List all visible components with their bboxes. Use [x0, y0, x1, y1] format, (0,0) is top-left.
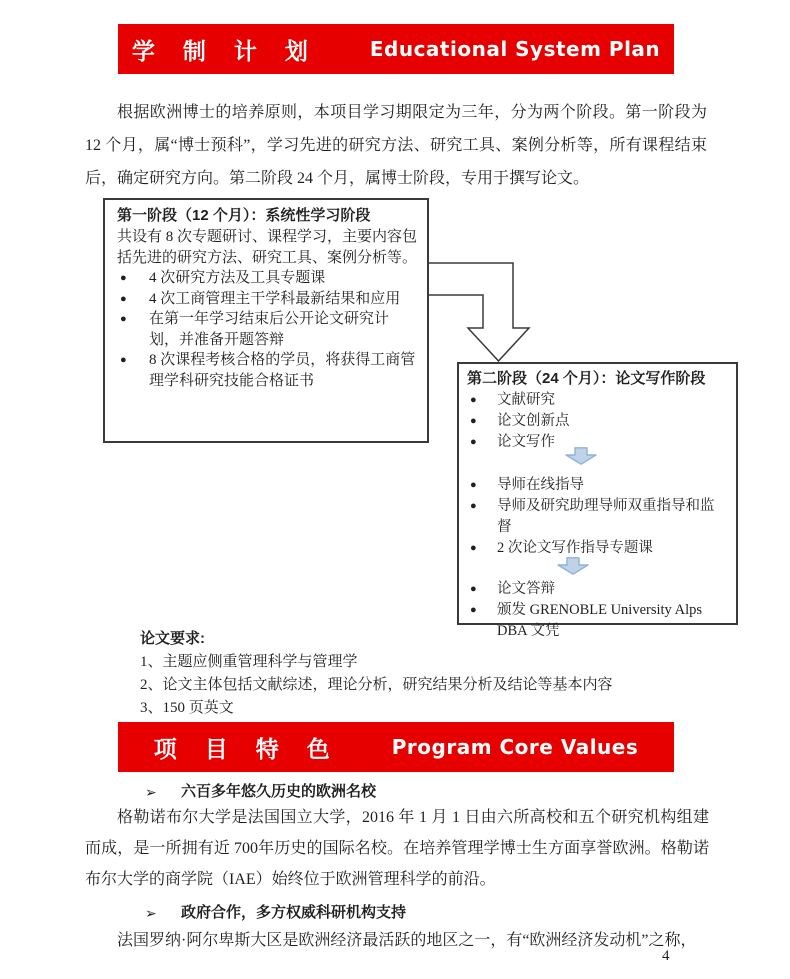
- feature-heading-text: 政府合作，多方权威科研机构支持: [181, 904, 407, 921]
- bullet-icon: ●: [470, 583, 477, 595]
- stage1-box: [103, 198, 429, 443]
- stage2-bullet-text: 论文写作: [497, 434, 555, 450]
- stage2-title: 第二阶段（24 个月）：论文写作阶段: [467, 370, 706, 387]
- stage1-bullet-text: 在第一年学习结束后公开论文研究计划，并准备开题答辩: [149, 311, 390, 348]
- bullet-icon: ●: [470, 479, 477, 491]
- banner1-title-cn: 学 制 计 划: [131, 38, 318, 65]
- stage2-bullet-text: 颁发 GRENOBLE University Alps DBA 文凭: [497, 602, 703, 639]
- banner2-title-en: Program Core Values: [391, 735, 639, 759]
- section-banner-program-core-values: [118, 722, 674, 772]
- stage2-bullet-text: 导师及研究助理导师双重指导和监督: [497, 498, 715, 535]
- feature-heading-text: 六百多年悠久历史的欧洲名校: [181, 783, 377, 800]
- bullet-icon: ●: [470, 542, 477, 554]
- stage1-bullet-row: [117, 309, 417, 350]
- stage1-intro: 共设有 8 次专题研讨、课程学习，主要内容包括先进的研究方法、研究工具、案例分析等。: [117, 229, 418, 266]
- stage1-bullet-row: [117, 350, 417, 391]
- thesis-requirements-section: [140, 627, 700, 720]
- feature-paragraph: 格勒诺布尔大学是法国国立大学，2016 年 1 月 1 日由六所高校和五个研究机构组建而成，是一所拥有近 700年历史的国际名校。在培养管理学博士生方面享誉欧洲。格勒诺布尔大学的商学院（IAE）始终位于欧洲管理科学的前沿。: [85, 809, 709, 888]
- bullet-icon: ●: [120, 272, 127, 284]
- stage2-bullet-row: [467, 538, 728, 559]
- stage2-box: [457, 362, 738, 639]
- stage1-bullet-row: [117, 268, 417, 289]
- feature-paragraph: 法国罗纳·阿尔卑斯大区是欧洲经济最活跃的地区之一，有“欧洲经济发动机”之称，: [117, 932, 697, 949]
- thesis-requirement-item: 3、150 页英文: [140, 700, 234, 716]
- stage1-bullet-text: 4 次研究方法及工具专题课: [149, 270, 326, 286]
- bullet-icon: ●: [120, 354, 127, 366]
- stage2-bullet-row: [467, 496, 728, 538]
- bullet-icon: ●: [120, 313, 127, 325]
- bullet-icon: ●: [470, 394, 477, 406]
- bullet-icon: ●: [120, 292, 127, 305]
- bullet-icon: ●: [470, 415, 477, 427]
- flow-connector-down-arrow-icon: [421, 260, 536, 365]
- arrow-bullet-icon: ➢: [145, 784, 157, 800]
- stage2-bullet-text: 文献研究: [497, 392, 555, 408]
- stage2-bullet-text: 论文答辩: [497, 581, 555, 597]
- thesis-requirement-item: 1、主题应侧重管理科学与管理学: [140, 654, 358, 670]
- stage2-bullet-row: [467, 579, 728, 600]
- page-number: 4: [662, 948, 670, 964]
- stage2-bullet-text: 2 次论文写作指导专题课: [497, 540, 653, 556]
- stage1-title: 第一阶段（12 个月）：系统性学习阶段: [117, 207, 371, 224]
- section-banner-educational-system-plan: [118, 24, 674, 74]
- stage2-bullet-row: [467, 411, 728, 432]
- stage2-bullet-row: [467, 475, 728, 496]
- banner1-title-en: Educational System Plan: [369, 37, 661, 61]
- banner2-title-cn: 项 目 特 色: [153, 736, 340, 763]
- bullet-icon: ●: [470, 500, 477, 512]
- feature-heading: [145, 783, 685, 801]
- stage2-bullet-text: 导师在线指导: [497, 477, 584, 493]
- arrow-bullet-icon: ➢: [145, 905, 157, 921]
- stage2-bullet-row: [467, 432, 728, 453]
- thesis-requirements-heading: 论文要求:: [140, 630, 205, 647]
- stage1-bullet-text: 8 次课程考核合格的学员，将获得工商管理学科研究技能合格证书: [149, 352, 416, 389]
- stage2-bullet-text: 论文创新点: [497, 413, 570, 429]
- bullet-icon: ●: [470, 604, 477, 616]
- blue-down-arrow-icon: [557, 557, 589, 575]
- stage2-bullet-row: [467, 390, 728, 411]
- bullet-icon: ●: [470, 436, 477, 448]
- intro-paragraph: 根据欧洲博士的培养原则，本项目学习期限定为三年，分为两个阶段。第一阶段为 12 个月，属“博士预科”，学习先进的研究方法、研究工具、案例分析等，所有课程结束后，确定研究方向。第二阶段 24 个月，属博士阶段，专用于撰写论文。: [85, 104, 707, 187]
- stage1-bullet-text: 4 次工商管理主干学科最新结果和应用: [149, 290, 401, 307]
- thesis-requirement-item: 2、论文主体包括文献综述，理论分析，研究结果分析及结论等基本内容: [140, 677, 613, 693]
- feature-heading: [145, 904, 685, 922]
- stage1-bullet-row: [117, 289, 417, 310]
